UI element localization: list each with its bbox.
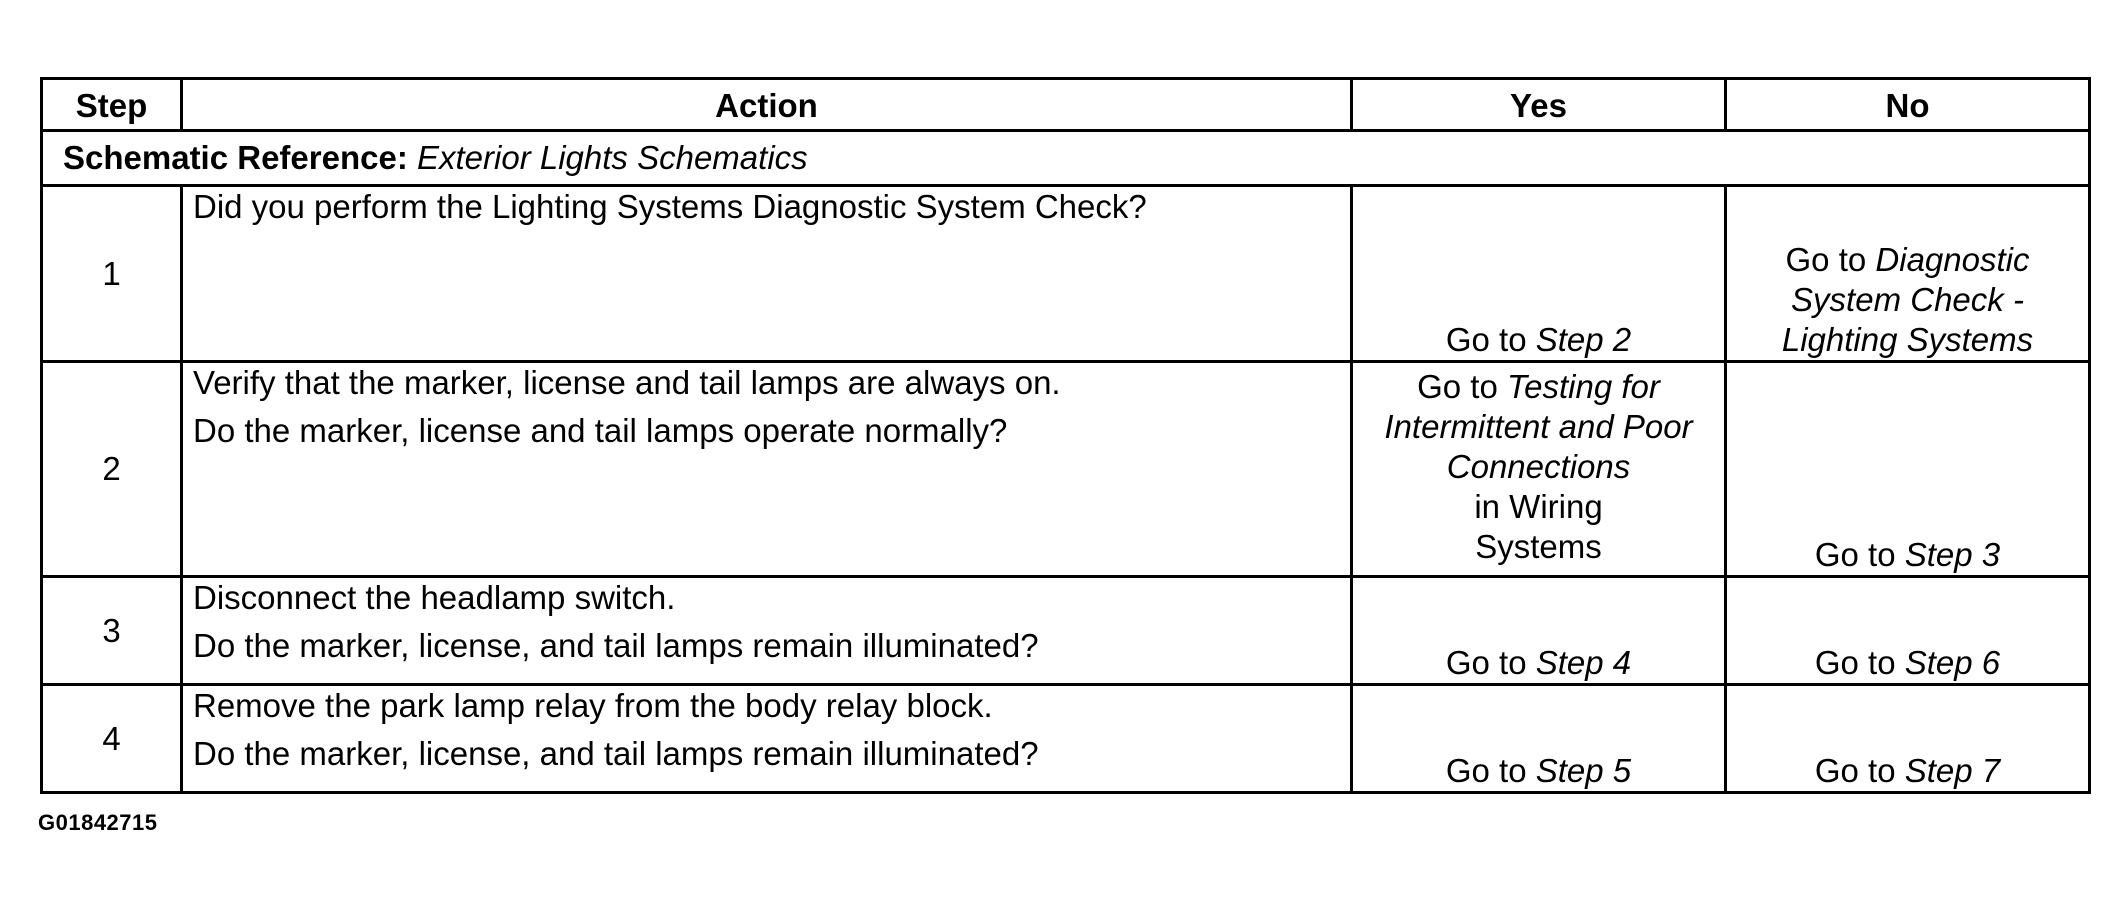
- yes-step-link[interactable]: Step 4: [1535, 644, 1632, 681]
- no-prefix: Go to: [1814, 644, 1896, 681]
- schematic-reference-link[interactable]: Exterior Lights Schematics: [417, 139, 808, 176]
- step-number: 3: [42, 577, 182, 685]
- header-step: Step: [42, 79, 182, 131]
- action-cell: [182, 577, 1352, 685]
- yes-cell: [1352, 685, 1726, 793]
- action-text: Do the marker, license, and tail lamps remain illuminated?: [193, 735, 1039, 772]
- action-text: Did you perform the Lighting Systems Diagnostic System Check?: [193, 188, 1147, 225]
- no-prefix: Go to: [1814, 752, 1896, 789]
- no-cell: [1726, 685, 2090, 793]
- schematic-reference-row: [42, 131, 2090, 186]
- no-link-line[interactable]: System Check -: [1791, 281, 2024, 318]
- step-number: 1: [42, 186, 182, 362]
- yes-suffix: in Wiring: [1474, 488, 1603, 525]
- no-step-link[interactable]: Step 7: [1904, 752, 2001, 789]
- figure-code: G01842715: [38, 810, 158, 835]
- table-row: [42, 186, 2090, 362]
- step-number: 4: [42, 685, 182, 793]
- step-number: 2: [42, 362, 182, 577]
- action-text: Verify that the marker, license and tail lamps are always on.: [193, 364, 1061, 401]
- no-cell: [1726, 362, 2090, 577]
- action-cell: [182, 362, 1352, 577]
- action-text: Do the marker, license and tail lamps operate normally?: [193, 412, 1008, 449]
- table-row: [42, 577, 2090, 685]
- yes-cell: [1352, 577, 1726, 685]
- action-text: Disconnect the headlamp switch.: [193, 579, 676, 616]
- action-text: Do the marker, license, and tail lamps remain illuminated?: [193, 627, 1039, 664]
- yes-cell: [1352, 362, 1726, 577]
- yes-step-link[interactable]: Step 5: [1535, 752, 1632, 789]
- action-cell: [182, 186, 1352, 362]
- header-no: No: [1726, 79, 2090, 131]
- header-row: [42, 79, 2090, 131]
- diagnostic-table: [40, 77, 2091, 794]
- no-cell: [1726, 577, 2090, 685]
- yes-cell: [1352, 186, 1726, 362]
- action-cell: [182, 685, 1352, 793]
- no-link-line[interactable]: Lighting Systems: [1781, 321, 2034, 358]
- yes-prefix: Go to: [1445, 752, 1527, 789]
- yes-link-line[interactable]: Testing for: [1507, 368, 1660, 405]
- header-action: Action: [182, 79, 1352, 131]
- no-prefix: Go to: [1785, 241, 1867, 278]
- yes-suffix: Systems: [1475, 528, 1602, 565]
- yes-step-link[interactable]: Step 2: [1535, 321, 1632, 358]
- schematic-reference-cell: [42, 131, 2090, 186]
- table-row: [42, 362, 2090, 577]
- yes-link-line[interactable]: Connections: [1446, 448, 1631, 485]
- no-prefix: Go to: [1814, 536, 1896, 573]
- action-text: Remove the park lamp relay from the body relay block.: [193, 687, 993, 724]
- schematic-reference-label: Schematic Reference:: [63, 139, 408, 176]
- table-row: [42, 685, 2090, 793]
- no-cell: [1726, 186, 2090, 362]
- no-link-line[interactable]: Diagnostic: [1875, 241, 2030, 278]
- header-yes: Yes: [1352, 79, 1726, 131]
- yes-prefix: Go to: [1445, 321, 1527, 358]
- no-step-link[interactable]: Step 6: [1904, 644, 2001, 681]
- yes-link-line[interactable]: Intermittent and Poor: [1384, 408, 1693, 445]
- yes-prefix: Go to: [1417, 368, 1498, 405]
- yes-prefix: Go to: [1445, 644, 1527, 681]
- no-step-link[interactable]: Step 3: [1904, 536, 2001, 573]
